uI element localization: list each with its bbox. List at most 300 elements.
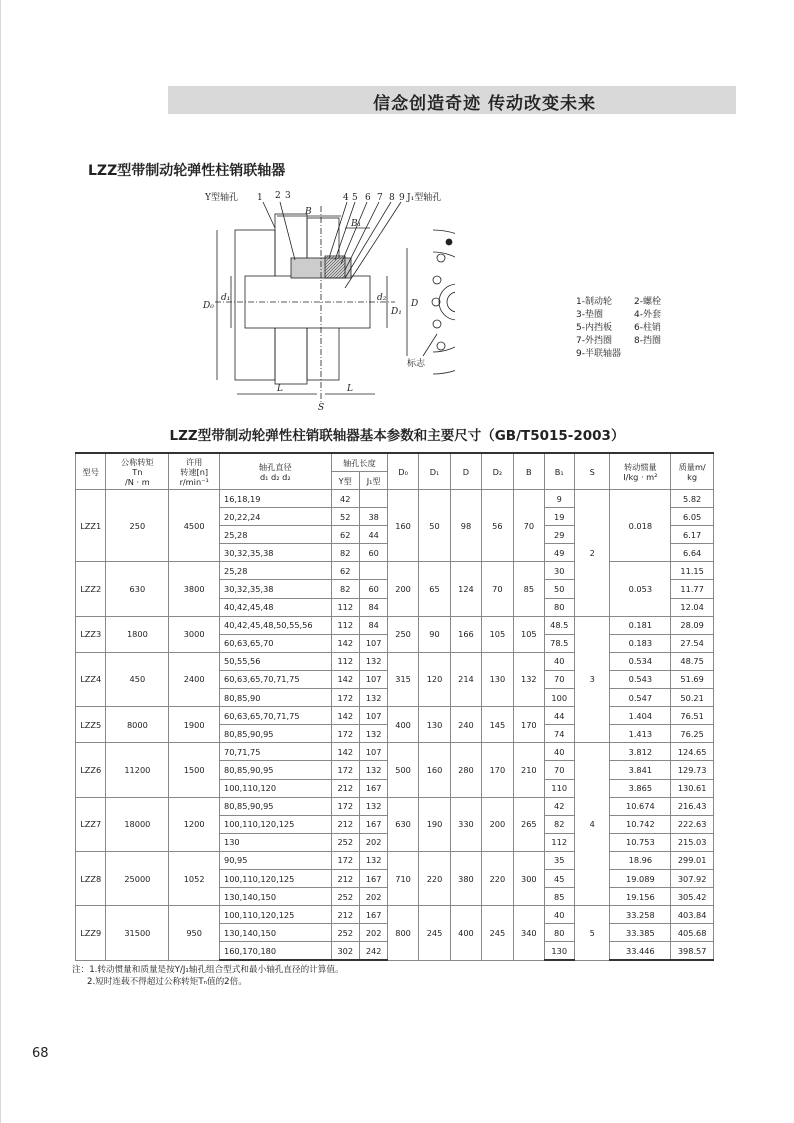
cell-model: LZZ3 <box>76 616 106 652</box>
cell-mass: 403.84 <box>671 906 714 924</box>
leader-4 <box>329 202 347 258</box>
table-body <box>76 490 714 961</box>
label-y-bore: Y型轴孔 <box>205 193 238 203</box>
cell-y-length: 212 <box>331 815 359 833</box>
cell-y-length: 62 <box>331 526 359 544</box>
cell-mass: 130.61 <box>671 779 714 797</box>
cell-y-length: 252 <box>331 833 359 851</box>
header-banner <box>168 86 736 114</box>
th-D1: D₁ <box>418 453 450 490</box>
cell-D1: 65 <box>418 562 450 616</box>
cell-mass: 51.69 <box>671 670 714 688</box>
cell-D: 98 <box>451 490 481 562</box>
cell-D1: 120 <box>418 652 450 706</box>
cell-D2: 200 <box>481 797 513 851</box>
cell-B1: 110 <box>544 779 574 797</box>
th-model: 型号 <box>76 453 106 490</box>
cell-B: 300 <box>514 851 544 905</box>
cell-bore: 25,28 <box>220 562 332 580</box>
cell-B: 265 <box>514 797 544 851</box>
cell-bore: 90,95 <box>220 851 332 869</box>
table-notes <box>72 964 344 988</box>
legend-row: 9-半联轴器 <box>576 349 621 359</box>
leader-7 <box>345 202 379 270</box>
cell-bore: 100,110,120 <box>220 779 332 797</box>
cell-model: LZZ6 <box>76 743 106 797</box>
cell-B1: 112 <box>544 833 574 851</box>
th-B1: B₁ <box>544 453 574 490</box>
cell-model: LZZ4 <box>76 652 106 706</box>
cell-j1-length: 202 <box>359 833 387 851</box>
th-mass: 质量m/ kg <box>671 453 714 490</box>
label-7: 7 <box>377 193 383 203</box>
label-L-left: L <box>277 384 283 394</box>
label-L-right: L <box>347 384 353 394</box>
cell-y-length: 172 <box>331 725 359 743</box>
cell-torque: 8000 <box>106 707 169 743</box>
th-D0: D₀ <box>388 453 418 490</box>
banner-slogan: 信念创造奇迹 传动改变未来 <box>373 94 596 114</box>
cell-D2: 56 <box>481 490 513 562</box>
leader-8 <box>345 202 391 278</box>
th-length: 轴孔长度 <box>331 453 388 472</box>
note-1: 注：1.转动惯量和质量是按Y/J₁轴孔组合型式和最小轴孔直径的计算值。 <box>72 965 344 975</box>
cell-D1: 245 <box>418 906 450 961</box>
cell-S: 5 <box>574 906 609 961</box>
cell-inertia: 10.742 <box>610 815 671 833</box>
label-5: 5 <box>352 193 358 203</box>
cell-D: 330 <box>451 797 481 851</box>
cell-j1-length: 242 <box>359 942 387 961</box>
th-D2: D₂ <box>481 453 513 490</box>
cell-j1-length: 38 <box>359 508 387 526</box>
cell-mass: 12.04 <box>671 598 714 616</box>
cell-inertia: 19.156 <box>610 888 671 906</box>
parts-legend <box>576 296 692 361</box>
cell-j1-length: 60 <box>359 580 387 598</box>
cell-mass: 216.43 <box>671 797 714 815</box>
spec-table <box>75 452 714 961</box>
cell-D1: 90 <box>418 616 450 652</box>
cell-y-length: 82 <box>331 544 359 562</box>
cell-inertia: 0.534 <box>610 652 671 670</box>
cell-bore: 25,28 <box>220 526 332 544</box>
cell-mass: 124.65 <box>671 743 714 761</box>
cell-inertia: 10.753 <box>610 833 671 851</box>
th-S: S <box>574 453 609 490</box>
cell-speed: 950 <box>169 906 220 961</box>
cell-j1-length: 132 <box>359 851 387 869</box>
cell-bore: 60,63,65,70,71,75 <box>220 670 332 688</box>
cell-j1-length <box>359 490 387 508</box>
th-B: B <box>514 453 544 490</box>
cell-B1: 30 <box>544 562 574 580</box>
cell-j1-length: 107 <box>359 743 387 761</box>
cell-bore: 80,85,90,95 <box>220 725 332 743</box>
cell-speed: 4500 <box>169 490 220 562</box>
cell-mass: 129.73 <box>671 761 714 779</box>
label-d1: d₁ <box>221 293 231 303</box>
label-9: 9 <box>399 193 405 203</box>
cell-j1-length: 202 <box>359 888 387 906</box>
cell-B1: 40 <box>544 906 574 924</box>
cell-bore: 100,110,120,125 <box>220 815 332 833</box>
cell-bore: 70,71,75 <box>220 743 332 761</box>
cell-B: 85 <box>514 562 544 616</box>
cell-y-length: 302 <box>331 942 359 961</box>
table-row <box>76 707 714 725</box>
cell-model: LZZ7 <box>76 797 106 851</box>
cell-mass: 307.92 <box>671 869 714 887</box>
cell-bore: 30,32,35,38 <box>220 580 332 598</box>
cell-inertia: 0.181 <box>610 616 671 634</box>
legend-row: 3-垫圈 4-外套 <box>576 310 661 320</box>
cell-model: LZZ1 <box>76 490 106 562</box>
cell-mass: 11.77 <box>671 580 714 598</box>
cell-bore: 160,170,180 <box>220 942 332 961</box>
cell-bore: 16,18,19 <box>220 490 332 508</box>
cell-D0: 160 <box>388 490 418 562</box>
cell-inertia: 10.674 <box>610 797 671 815</box>
cell-S: 3 <box>574 616 609 743</box>
cell-mass: 6.05 <box>671 508 714 526</box>
cell-model: LZZ5 <box>76 707 106 743</box>
cell-B: 132 <box>514 652 544 706</box>
table-row <box>76 797 714 815</box>
label-S: S <box>318 403 325 413</box>
cell-torque: 25000 <box>106 851 169 905</box>
cell-D: 166 <box>451 616 481 652</box>
cell-mass: 6.17 <box>671 526 714 544</box>
leader-mark <box>423 334 437 356</box>
cell-y-length: 142 <box>331 743 359 761</box>
cell-D2: 70 <box>481 562 513 616</box>
cell-inertia: 33.446 <box>610 942 671 961</box>
cell-torque: 18000 <box>106 797 169 851</box>
label-6: 6 <box>365 193 371 203</box>
cell-D2: 145 <box>481 707 513 743</box>
cell-j1-length <box>359 562 387 580</box>
cell-D0: 315 <box>388 652 418 706</box>
cell-j1-length: 132 <box>359 689 387 707</box>
cell-speed: 1200 <box>169 797 220 851</box>
cell-D: 214 <box>451 652 481 706</box>
pin-hole <box>433 276 441 284</box>
cell-bore: 80,85,90,95 <box>220 761 332 779</box>
table-row <box>76 562 714 580</box>
pin-hole <box>437 342 445 350</box>
cell-inertia: 33.385 <box>610 924 671 942</box>
cell-torque: 11200 <box>106 743 169 797</box>
cell-speed: 3800 <box>169 562 220 616</box>
table-row <box>76 851 714 869</box>
cell-j1-length: 167 <box>359 869 387 887</box>
cell-S: 4 <box>574 743 609 906</box>
cell-j1-length: 107 <box>359 634 387 652</box>
cell-D1: 190 <box>418 797 450 851</box>
cell-D0: 200 <box>388 562 418 616</box>
label-d2: d₂ <box>377 293 387 303</box>
cell-D: 400 <box>451 906 481 961</box>
cell-j1-length: 60 <box>359 544 387 562</box>
cell-inertia: 3.812 <box>610 743 671 761</box>
label-D: D <box>411 299 419 309</box>
cell-speed: 2400 <box>169 652 220 706</box>
leader-9 <box>345 202 401 288</box>
cell-inertia: 0.547 <box>610 689 671 707</box>
legend-row: 1-制动轮 2-螺栓 <box>576 297 661 307</box>
th-y-type: Y型 <box>331 472 359 490</box>
th-bore: 轴孔直径 d₁ d₂ d₂ <box>220 453 332 490</box>
cell-mass: 6.64 <box>671 544 714 562</box>
cell-B1: 44 <box>544 707 574 725</box>
cell-model: LZZ2 <box>76 562 106 616</box>
cell-bore: 40,42,45,48,50,55,56 <box>220 616 332 634</box>
cell-D2: 130 <box>481 652 513 706</box>
pin-hole <box>433 320 441 328</box>
cell-j1-length: 132 <box>359 797 387 815</box>
cell-D2: 105 <box>481 616 513 652</box>
cell-mass: 305.42 <box>671 888 714 906</box>
cell-B1: 78.5 <box>544 634 574 652</box>
cell-B1: 70 <box>544 761 574 779</box>
cell-j1-length: 202 <box>359 924 387 942</box>
cell-D0: 500 <box>388 743 418 797</box>
leader-2 <box>280 202 295 260</box>
cell-y-length: 212 <box>331 779 359 797</box>
pin-hole <box>437 254 445 262</box>
cell-inertia: 33.258 <box>610 906 671 924</box>
cell-y-length: 112 <box>331 598 359 616</box>
cell-j1-length: 107 <box>359 707 387 725</box>
cell-B1: 49 <box>544 544 574 562</box>
cell-torque: 630 <box>106 562 169 616</box>
label-B1: B₁ <box>351 219 362 229</box>
label-j1-bore: J₁型轴孔 <box>407 193 442 203</box>
cell-mass: 215.03 <box>671 833 714 851</box>
cell-D2: 220 <box>481 851 513 905</box>
cell-B1: 80 <box>544 598 574 616</box>
cell-inertia: 3.865 <box>610 779 671 797</box>
label-3: 3 <box>285 191 291 201</box>
cell-y-length: 212 <box>331 906 359 924</box>
cell-B1: 40 <box>544 652 574 670</box>
cell-inertia: 0.183 <box>610 634 671 652</box>
cell-y-length: 142 <box>331 634 359 652</box>
section-title: LZZ型带制动轮弹性柱销联轴器 <box>88 163 286 179</box>
cell-j1-length: 84 <box>359 598 387 616</box>
cell-torque: 31500 <box>106 906 169 961</box>
cell-y-length: 142 <box>331 670 359 688</box>
cell-inertia: 0.543 <box>610 670 671 688</box>
cell-D1: 130 <box>418 707 450 743</box>
cell-j1-length: 167 <box>359 779 387 797</box>
cell-torque: 450 <box>106 652 169 706</box>
cell-j1-length: 84 <box>359 616 387 634</box>
cell-speed: 1500 <box>169 743 220 797</box>
cell-bore: 130 <box>220 833 332 851</box>
cell-D0: 630 <box>388 797 418 851</box>
cell-model: LZZ8 <box>76 851 106 905</box>
cell-mass: 27.54 <box>671 634 714 652</box>
cell-B1: 100 <box>544 689 574 707</box>
th-torque: 公称转矩 Tn /N · m <box>106 453 169 490</box>
cell-bore: 100,110,120,125 <box>220 906 332 924</box>
cell-inertia: 1.413 <box>610 725 671 743</box>
cell-D: 124 <box>451 562 481 616</box>
label-1: 1 <box>257 193 263 203</box>
cell-inertia: 19.089 <box>610 869 671 887</box>
cell-D: 380 <box>451 851 481 905</box>
table-row <box>76 906 714 924</box>
cell-S: 2 <box>574 490 609 617</box>
cell-y-length: 252 <box>331 888 359 906</box>
cell-bore: 50,55,56 <box>220 652 332 670</box>
cell-y-length: 252 <box>331 924 359 942</box>
th-D: D <box>451 453 481 490</box>
cell-bore: 20,22,24 <box>220 508 332 526</box>
cell-B1: 80 <box>544 924 574 942</box>
cell-y-length: 142 <box>331 707 359 725</box>
cell-B1: 70 <box>544 670 574 688</box>
label-D1: D₁ <box>391 307 402 317</box>
label-mark: 标志 <box>407 359 426 369</box>
cell-j1-length: 107 <box>359 670 387 688</box>
table-title: LZZ型带制动轮弹性柱销联轴器基本参数和主要尺寸（GB/T5015-2003） <box>169 428 625 444</box>
cell-B: 170 <box>514 707 544 743</box>
cell-D1: 50 <box>418 490 450 562</box>
legend-row: 5-内挡板 6-柱销 <box>576 323 661 333</box>
cell-torque: 250 <box>106 490 169 562</box>
cell-mass: 11.15 <box>671 562 714 580</box>
cell-B1: 42 <box>544 797 574 815</box>
cell-B1: 85 <box>544 888 574 906</box>
cell-j1-length: 167 <box>359 815 387 833</box>
cell-y-length: 172 <box>331 797 359 815</box>
cell-D0: 710 <box>388 851 418 905</box>
cell-bore: 100,110,120,125 <box>220 869 332 887</box>
cell-mass: 48.75 <box>671 652 714 670</box>
cell-inertia: 0.053 <box>610 562 671 616</box>
cell-mass: 5.82 <box>671 490 714 508</box>
cell-j1-length: 132 <box>359 652 387 670</box>
cell-bore: 40,42,45,48 <box>220 598 332 616</box>
cell-bore: 130,140,150 <box>220 924 332 942</box>
cell-D: 240 <box>451 707 481 743</box>
cell-j1-length: 167 <box>359 906 387 924</box>
cell-B1: 82 <box>544 815 574 833</box>
cell-mass: 222.63 <box>671 815 714 833</box>
cell-bore: 30,32,35,38 <box>220 544 332 562</box>
cell-model: LZZ9 <box>76 906 106 961</box>
cell-B1: 35 <box>544 851 574 869</box>
cell-inertia: 1.404 <box>610 707 671 725</box>
mark-dot <box>446 239 452 245</box>
cell-B1: 50 <box>544 580 574 598</box>
cell-j1-length: 132 <box>359 761 387 779</box>
end-view-bore <box>447 292 455 312</box>
table-row <box>76 616 714 634</box>
cell-D1: 160 <box>418 743 450 797</box>
th-j1-type: J₁型 <box>359 472 387 490</box>
cell-mass: 76.51 <box>671 707 714 725</box>
cell-mass: 405.68 <box>671 924 714 942</box>
cell-inertia: 18.96 <box>610 851 671 869</box>
cell-B1: 9 <box>544 490 574 508</box>
cell-y-length: 172 <box>331 689 359 707</box>
cell-mass: 28.09 <box>671 616 714 634</box>
cell-B1: 130 <box>544 942 574 961</box>
page-edge <box>0 0 1 1123</box>
cell-y-length: 62 <box>331 562 359 580</box>
th-inertia: 转动惯量 I/kg · m² <box>610 453 671 490</box>
cell-y-length: 82 <box>331 580 359 598</box>
cell-mass: 76.25 <box>671 725 714 743</box>
cell-inertia: 0.018 <box>610 490 671 562</box>
cell-D0: 250 <box>388 616 418 652</box>
cell-B1: 19 <box>544 508 574 526</box>
cell-y-length: 212 <box>331 869 359 887</box>
cell-speed: 3000 <box>169 616 220 652</box>
cell-D0: 800 <box>388 906 418 961</box>
cell-speed: 1900 <box>169 707 220 743</box>
cell-torque: 1800 <box>106 616 169 652</box>
note-2: 2.短时连载不得超过公称转矩Tₙ值的2倍。 <box>87 977 247 987</box>
th-speed: 许用 转速[n] r/min⁻¹ <box>169 453 220 490</box>
label-B: B <box>305 207 312 217</box>
cell-y-length: 112 <box>331 616 359 634</box>
cell-D: 280 <box>451 743 481 797</box>
label-8: 8 <box>389 193 395 203</box>
cell-inertia: 3.841 <box>610 761 671 779</box>
table-row <box>76 652 714 670</box>
table-header-row <box>76 453 714 472</box>
cell-B1: 48.5 <box>544 616 574 634</box>
end-view-ring <box>433 252 455 352</box>
cell-B1: 74 <box>544 725 574 743</box>
cell-y-length: 112 <box>331 652 359 670</box>
coupling-drawing <box>195 188 455 413</box>
end-view-outer <box>433 230 455 374</box>
cell-D2: 170 <box>481 743 513 797</box>
cell-j1-length: 132 <box>359 725 387 743</box>
cell-B1: 40 <box>544 743 574 761</box>
table-row <box>76 743 714 761</box>
cell-mass: 50.21 <box>671 689 714 707</box>
page-number: 68 <box>32 1046 49 1061</box>
cell-mass: 299.01 <box>671 851 714 869</box>
leader-1 <box>263 202 275 228</box>
cell-y-length: 52 <box>331 508 359 526</box>
cell-B1: 29 <box>544 526 574 544</box>
cell-B: 70 <box>514 490 544 562</box>
cell-y-length: 42 <box>331 490 359 508</box>
cell-bore: 80,85,90,95 <box>220 797 332 815</box>
cell-B: 210 <box>514 743 544 797</box>
cell-j1-length: 44 <box>359 526 387 544</box>
cell-mass: 398.57 <box>671 942 714 961</box>
label-4: 4 <box>343 193 349 203</box>
cell-D1: 220 <box>418 851 450 905</box>
cell-D2: 245 <box>481 906 513 961</box>
cell-y-length: 172 <box>331 761 359 779</box>
cell-bore: 60,63,65,70,71,75 <box>220 707 332 725</box>
cell-B: 105 <box>514 616 544 652</box>
label-D0: D₀ <box>203 301 214 311</box>
table-row <box>76 490 714 508</box>
label-2: 2 <box>275 191 281 201</box>
cell-D0: 400 <box>388 707 418 743</box>
